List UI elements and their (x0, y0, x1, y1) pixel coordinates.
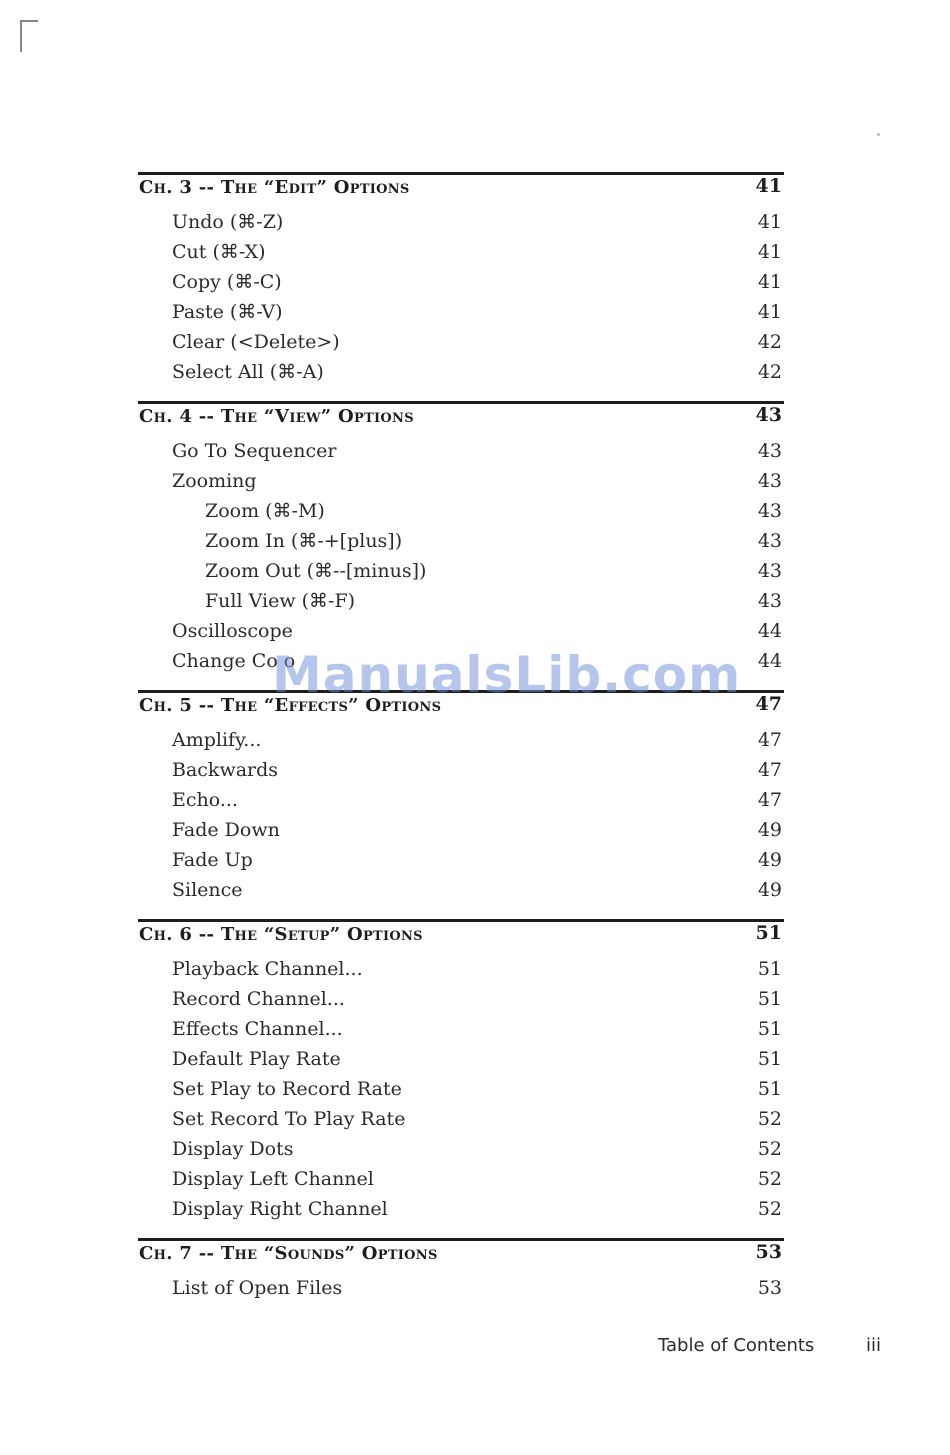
entry-page-number: 43 (757, 530, 782, 552)
toc-entry (138, 725, 784, 755)
entry-label: Copy (⌘-C) (172, 271, 282, 293)
entry-page-number: 53 (757, 1277, 782, 1299)
toc-entry (138, 984, 784, 1014)
entry-page-number: 52 (757, 1138, 782, 1160)
section-title: Ch. 5 -- The “Effects” Options (139, 695, 442, 716)
toc-entry (138, 1074, 784, 1104)
toc-entry (138, 875, 784, 905)
entry-page-number: 47 (757, 759, 782, 781)
entry-page-number: 51 (757, 1048, 782, 1070)
toc-entry (138, 237, 784, 267)
entry-page-number: 43 (757, 590, 782, 612)
entry-label: Display Right Channel (172, 1198, 388, 1220)
entry-page-number: 52 (757, 1168, 782, 1190)
entry-label: Zoom In (⌘-+[plus]) (205, 530, 403, 552)
section-page-number: 51 (755, 922, 782, 944)
toc-section-ch3 (138, 172, 784, 387)
section-header (138, 919, 784, 948)
entry-label: Go To Sequencer (172, 440, 337, 462)
entry-label: Silence (172, 879, 243, 901)
toc-entry (138, 755, 784, 785)
entry-page-number: 49 (757, 879, 782, 901)
entry-page-number: 49 (757, 819, 782, 841)
toc-entry (138, 616, 784, 646)
entry-label: Amplify... (172, 729, 262, 751)
section-header (138, 1238, 784, 1267)
entry-page-number: 44 (757, 650, 782, 672)
toc-entry (138, 267, 784, 297)
entry-page-number: 52 (757, 1198, 782, 1220)
entry-page-number: 47 (757, 729, 782, 751)
toc-section-ch4 (138, 401, 784, 676)
watermark: ManualsLib.com (272, 646, 742, 704)
entry-page-number: 52 (757, 1108, 782, 1130)
toc-section-ch7 (138, 1238, 784, 1303)
toc-entry (138, 785, 784, 815)
section-header (138, 401, 784, 430)
toc-entry (138, 466, 784, 496)
entry-label: Change Co o (172, 650, 296, 672)
section-header (138, 172, 784, 201)
entry-label: Effects Channel... (172, 1018, 343, 1040)
toc-entry (138, 207, 784, 237)
entry-page-number: 51 (757, 1078, 782, 1100)
entry-page-number: 43 (757, 440, 782, 462)
toc-section-ch6 (138, 919, 784, 1224)
entry-page-number: 43 (757, 470, 782, 492)
toc-entry (138, 1014, 784, 1044)
entry-label: Playback Channel... (172, 958, 363, 980)
entry-page-number: 41 (757, 211, 782, 233)
section-title: Ch. 4 -- The “View” Options (139, 406, 414, 427)
entry-page-number: 51 (757, 988, 782, 1010)
toc-entry (138, 815, 784, 845)
toc-entry (138, 436, 784, 466)
entry-label: Default Play Rate (172, 1048, 341, 1070)
entry-label: Record Channel... (172, 988, 345, 1010)
entry-label: Echo... (172, 789, 238, 811)
entry-label: Oscilloscope (172, 620, 293, 642)
section-title: Ch. 6 -- The “Setup” Options (139, 924, 423, 945)
toc-subentry (138, 586, 784, 616)
toc-entry (138, 954, 784, 984)
entry-label: Select All (⌘-A) (172, 361, 324, 383)
entry-label: Zoom Out (⌘--[minus]) (205, 560, 427, 582)
entry-label: Undo (⌘-Z) (172, 211, 284, 233)
crop-mark (20, 20, 38, 52)
section-title: Ch. 3 -- The “Edit” Options (139, 177, 410, 198)
entry-label: Display Dots (172, 1138, 294, 1160)
entry-page-number: 42 (757, 331, 782, 353)
section-page-number: 43 (755, 404, 782, 426)
entry-label: Set Play to Record Rate (172, 1078, 402, 1100)
toc-entry (138, 1134, 784, 1164)
entry-page-number: 44 (757, 620, 782, 642)
section-title: Ch. 7 -- The “Sounds” Options (139, 1243, 438, 1264)
entry-label: Zoom (⌘-M) (205, 500, 325, 522)
toc-section-ch5 (138, 690, 784, 905)
toc-subentry (138, 526, 784, 556)
toc-entry (138, 1164, 784, 1194)
toc-entry (138, 1104, 784, 1134)
toc-entry (138, 327, 784, 357)
entry-label: Clear (<Delete>) (172, 331, 340, 353)
entry-page-number: 42 (757, 361, 782, 383)
section-page-number: 53 (755, 1241, 782, 1263)
entry-page-number: 41 (757, 271, 782, 293)
entry-page-number: 41 (757, 301, 782, 323)
toc-subentry (138, 556, 784, 586)
entry-label: Set Record To Play Rate (172, 1108, 406, 1130)
entry-page-number: 51 (757, 1018, 782, 1040)
entry-label: Display Left Channel (172, 1168, 374, 1190)
toc-entry (138, 1194, 784, 1224)
table-of-contents (138, 172, 784, 1317)
entry-page-number: 51 (757, 958, 782, 980)
toc-entry (138, 845, 784, 875)
toc-entry (138, 1273, 784, 1303)
entry-label: Backwards (172, 759, 279, 781)
entry-page-number: 47 (757, 789, 782, 811)
entry-page-number: 43 (757, 560, 782, 582)
footer-label: Table of Contents (658, 1335, 815, 1356)
toc-subentry (138, 496, 784, 526)
entry-page-number: 43 (757, 500, 782, 522)
entry-label: Fade Up (172, 849, 253, 871)
section-page-number: 41 (755, 175, 782, 197)
toc-entry (138, 357, 784, 387)
entry-label: List of Open Files (172, 1277, 343, 1299)
entry-page-number: 41 (757, 241, 782, 263)
entry-label: Paste (⌘-V) (172, 301, 283, 323)
toc-entry (138, 297, 784, 327)
toc-entry (138, 1044, 784, 1074)
footer-page-number: iii (866, 1335, 882, 1356)
entry-label: Cut (⌘-X) (172, 241, 266, 263)
scan-speck (877, 133, 880, 136)
entry-label: Full View (⌘-F) (205, 590, 356, 612)
entry-page-number: 49 (757, 849, 782, 871)
entry-label: Fade Down (172, 819, 280, 841)
section-page-number: 47 (755, 693, 782, 715)
entry-label: Zooming (172, 470, 257, 492)
